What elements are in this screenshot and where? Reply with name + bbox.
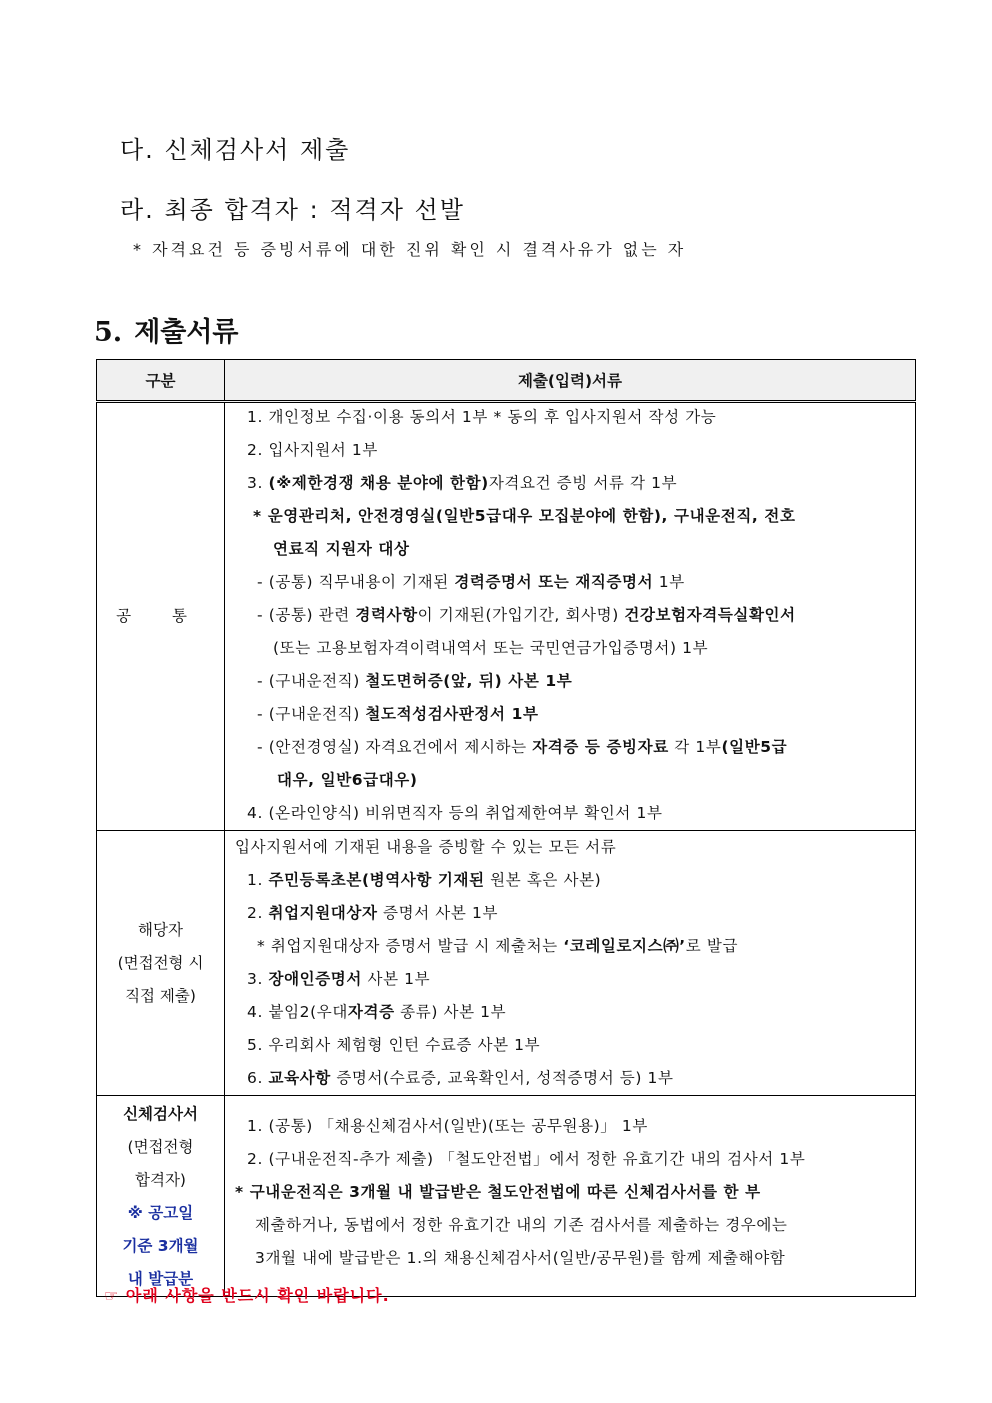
item-da: 다. 신체검사서 제출 bbox=[120, 136, 351, 164]
documents-applicable bbox=[225, 831, 916, 1096]
list-item: * 취업지원대상자 증명서 발급 시 제출처는 ‘코레일로지스㈜’로 발급 bbox=[257, 937, 739, 955]
list-item: 대우, 일반6급대우) bbox=[277, 771, 418, 789]
item-ra: 라. 최종 합격자 : 적격자 선발 bbox=[120, 196, 465, 224]
category-physical: 신체검사서 (면접전형 합격자) ※ 공고일 기준 3개월 내 발급분 bbox=[97, 1096, 225, 1297]
list-item: 4. 붙임2(우대자격증 종류) 사본 1부 bbox=[247, 1003, 507, 1021]
list-item: 2. 입사지원서 1부 bbox=[247, 441, 378, 459]
documents-table bbox=[96, 359, 916, 1297]
list-item: * 운영관리처, 안전경영실(일반5급대우 모집분야에 한함), 구내운전직, 전호 bbox=[253, 507, 796, 525]
list-item: 입사지원서에 기재된 내용을 증빙할 수 있는 모든 서류 bbox=[235, 838, 617, 856]
list-item: 1. 주민등록초본(병역사항 기재된 원본 혹은 사본) bbox=[247, 871, 602, 889]
header-category: 구분 bbox=[97, 360, 225, 402]
table-header-row bbox=[97, 360, 916, 402]
list-item: 1. 개인정보 수집·이용 동의서 1부 * 동의 후 입사지원서 작성 가능 bbox=[247, 408, 717, 426]
table-row-applicable bbox=[97, 831, 916, 1096]
list-item: - (안전경영실) 자격요건에서 제시하는 자격증 등 증빙자료 각 1부(일반5급 bbox=[257, 738, 788, 756]
header-documents: 제출(입력)서류 bbox=[225, 360, 916, 402]
list-item: - (구내운전직) 철도적성검사판정서 1부 bbox=[257, 705, 539, 723]
documents-physical bbox=[225, 1096, 916, 1297]
list-item: 3. (※제한경쟁 채용 분야에 한함)자격요건 증빙 서류 각 1부 bbox=[247, 474, 678, 492]
category-applicable: 해당자 (면접전형 시 직접 제출) bbox=[97, 831, 225, 1096]
list-item: 5. 우리회사 체험형 인턴 수료증 사본 1부 bbox=[247, 1036, 541, 1054]
section-title bbox=[94, 310, 239, 349]
footer-note: ☞ 아래 사항을 반드시 확인 바랍니다. bbox=[104, 1286, 390, 1305]
list-item: 연료직 지원자 대상 bbox=[273, 540, 410, 558]
section-title-text: 제출서류 bbox=[134, 317, 239, 348]
list-item: 제출하거나, 동법에서 정한 유효기간 내의 기존 검사서를 제출하는 경우에는 bbox=[255, 1216, 788, 1234]
list-item: 4. (온라인양식) 비위면직자 등의 취업제한여부 확인서 1부 bbox=[247, 804, 663, 822]
list-item: 6. 교육사항 증명서(수료증, 교육확인서, 성적증명서 등) 1부 bbox=[247, 1069, 674, 1087]
section-number: 5. bbox=[94, 317, 123, 348]
table-row-physical bbox=[97, 1096, 916, 1297]
list-item: 3. 장애인증명서 사본 1부 bbox=[247, 970, 431, 988]
list-item: * 구내운전직은 3개월 내 발급받은 철도안전법에 따른 신체검사서를 한 부 bbox=[235, 1183, 761, 1201]
list-item: - (구내운전직) 철도면허증(앞, 뒤) 사본 1부 bbox=[257, 672, 573, 690]
list-item: 3개월 내에 발급받은 1.의 채용신체검사서(일반/공무원)를 함께 제출해야함 bbox=[255, 1249, 786, 1267]
item-ra-note: * 자격요건 등 증빙서류에 대한 진위 확인 시 결격사유가 없는 자 bbox=[133, 240, 687, 259]
table-row-common bbox=[97, 402, 916, 831]
list-item: - (공통) 직무내용이 기재된 경력증명서 또는 재직증명서 1부 bbox=[257, 573, 685, 591]
list-item: 2. (구내운전직-추가 제출) 「철도안전법」에서 정한 유효기간 내의 검사서 1부 bbox=[247, 1150, 806, 1168]
list-item: (또는 고용보험자격이력내역서 또는 국민연금가입증명서) 1부 bbox=[273, 639, 709, 657]
category-common: 공 통 bbox=[97, 402, 225, 831]
list-item: 2. 취업지원대상자 증명서 사본 1부 bbox=[247, 904, 499, 922]
list-item: - (공통) 관련 경력사항이 기재된(가입기간, 회사명) 건강보험자격득실확인서 bbox=[257, 606, 796, 624]
list-item: 1. (공통) 「채용신체검사서(일반)(또는 공무원용)」 1부 bbox=[247, 1117, 648, 1135]
documents-common bbox=[225, 402, 916, 831]
